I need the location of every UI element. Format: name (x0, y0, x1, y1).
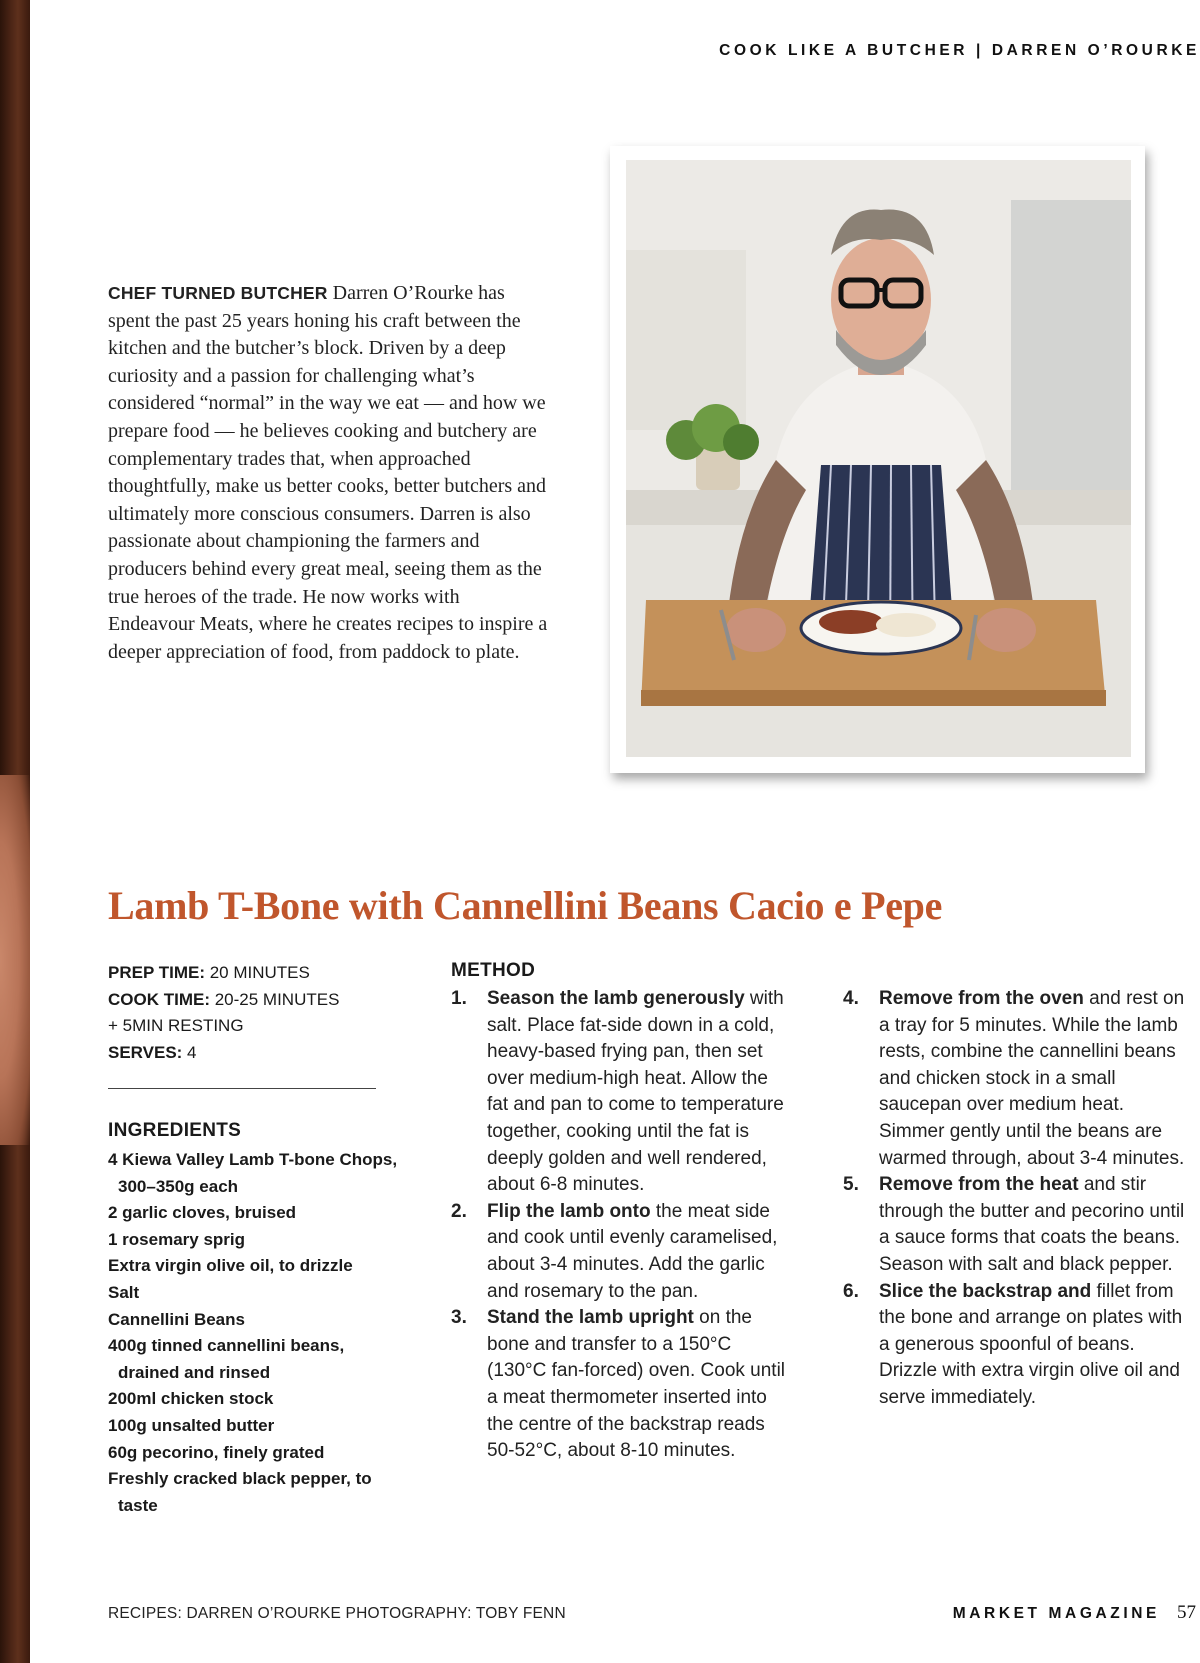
step-text: and stir through the butter and pecorino until a sauce forms that coats the beans. Season with salt and black pepper. (879, 1174, 1185, 1275)
step-lead: Slice the backstrap and (879, 1280, 1092, 1302)
step-text: the meat side and cook until evenly caramelised, about 3-4 minutes. Add the garlic and rosemary to the pan. (487, 1200, 778, 1302)
step-lead: Flip the lamb onto (487, 1200, 651, 1222)
page-number: 57 (1177, 1602, 1196, 1623)
page-edge-hand-photo (0, 775, 30, 1145)
intro-body: Darren O’Rourke has spent the past 25 years honing his craft between the kitchen and the butcher’s block. Driven by a deep curiosity and a passion for challenging what’s considered “normal” in the way we eat — and how we prepare food — he believes cooking and butchery are complementary trades that, when approached thoughtfully, make us better cooks, better butchers and ultimately more conscious consumers. Darren is also passionate about championing the farmers and producers behind every great meal, seeing them as the true heroes of the trade. He now works with Endeavour Meats, where he creates recipes to inspire a deeper appreciation of food, from paddock to plate. (108, 282, 548, 663)
step-number: 2. (451, 1200, 467, 1222)
ingredient-item: Salt (108, 1282, 140, 1302)
step-lead: Remove from the heat (879, 1174, 1079, 1196)
step-lead: Remove from the oven (879, 988, 1084, 1009)
cook-time (108, 987, 388, 1014)
cook-time-label: COOK TIME: (108, 989, 210, 1009)
recipe-title: Lamb T-Bone with Cannellini Beans Cacio e Pepe (108, 883, 943, 928)
chef-photo-illustration (626, 160, 1131, 757)
ingredient-item: 60g pecorino, finely grated (108, 1442, 325, 1462)
ingredient-item: Cannellini Beans (108, 1309, 245, 1329)
step-text: fillet from the bone and arrange on plates with a generous spoonful of beans. Drizzle with extra virgin olive oil and serve immediately. (879, 1280, 1183, 1408)
method-step (451, 1199, 791, 1305)
method-steps-column-2 (843, 986, 1188, 1412)
photo-credits: RECIPES: DARREN O’ROURKE PHOTOGRAPHY: TOBY FENN (108, 1605, 566, 1622)
ingredient-item: 100g unsalted butter (108, 1415, 275, 1435)
ingredient-item: 4 Kiewa Valley Lamb T-bone Chops, 300–350g each (108, 1150, 398, 1196)
step-number: 6. (843, 1280, 859, 1302)
prep-time-value: 20 MINUTES (204, 963, 310, 982)
chef-photo (626, 160, 1131, 757)
step-text: and rest on a tray for 5 minutes. While the lamb rests, combine the cannellini beans and chicken stock in a small saucepan over medium heat. Simmer gently until the beans are warmed through, about 3-4 minutes. (879, 988, 1185, 1169)
method-steps-column-1 (451, 986, 791, 1465)
method-step (451, 986, 791, 1199)
method-step (451, 1305, 791, 1465)
step-number: 5. (843, 1174, 859, 1196)
method-step (843, 1172, 1188, 1278)
chef-intro-paragraph (108, 280, 548, 666)
prep-time-label: PREP TIME: (108, 963, 205, 982)
ingredient-item: 200ml chicken stock (108, 1389, 274, 1409)
ingredients-list (108, 1147, 398, 1519)
method-heading: METHOD (451, 960, 536, 981)
running-head: COOK LIKE A BUTCHER | DARREN O’ROURKE (719, 42, 1200, 59)
ingredient-item: 400g tinned cannellini beans, drained and rinsed (108, 1336, 345, 1382)
serves-label: SERVES: (108, 1042, 183, 1062)
method-step (843, 986, 1188, 1172)
meta-divider (108, 1088, 376, 1089)
step-text: with salt. Place fat-side down in a cold, heavy-based frying pan, then set over medium-high heat. Allow the fat and pan to come to temperature together, cooking until the fat is deeply golden and well rendered, about 6-8 minutes. (487, 988, 784, 1196)
method-step (843, 1279, 1188, 1412)
step-text: on the bone and transfer to a 150°C (130°C fan-forced) oven. Cook until a meat thermometer inserted into the centre of the backstrap reads 50-52°C, about 8-10 minutes. (487, 1307, 786, 1462)
step-lead: Stand the lamb upright (487, 1307, 694, 1329)
step-lead: Season the lamb generously (487, 988, 745, 1009)
ingredient-item: 1 rosemary sprig (108, 1229, 246, 1249)
serves-value: 4 (182, 1042, 197, 1062)
step-number: 3. (451, 1307, 467, 1329)
step-number: 1. (451, 988, 467, 1009)
intro-lead: CHEF TURNED BUTCHER (108, 283, 328, 303)
ingredient-item: 2 garlic cloves, bruised (108, 1203, 297, 1223)
magazine-name: MARKET MAGAZINE (952, 1605, 1160, 1622)
serves (108, 1040, 388, 1067)
recipe-meta (108, 960, 388, 1066)
ingredient-item: Extra virgin olive oil, to drizzle (108, 1256, 353, 1276)
cook-time-value: 20-25 MINUTES (210, 989, 340, 1009)
ingredient-item: Freshly cracked black pepper, to taste (108, 1469, 372, 1515)
prep-time (108, 960, 388, 987)
chef-photo-frame (610, 146, 1145, 773)
resting-time: + 5MIN RESTING (108, 1016, 244, 1036)
step-number: 4. (843, 988, 859, 1009)
ingredients-heading: INGREDIENTS (108, 1120, 242, 1141)
